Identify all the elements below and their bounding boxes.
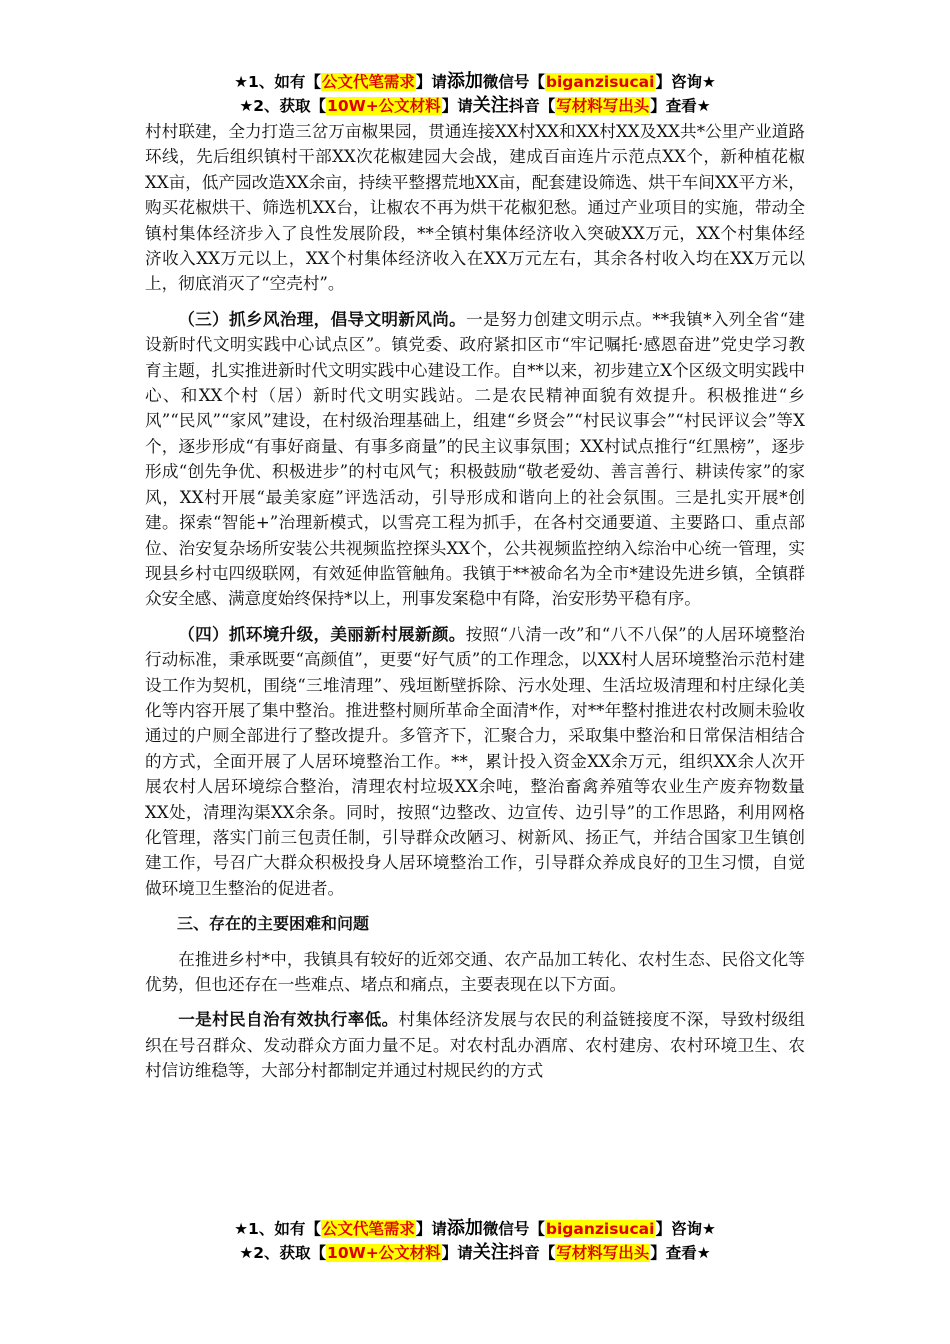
banner-highlight: 10W+公文材料 [327, 97, 441, 115]
banner-emphasis: 关注 [472, 95, 509, 116]
banner-text: ★2、获取【 [239, 1244, 327, 1262]
problem-heading: 一是村民自治有效执行率低。 [178, 1009, 399, 1030]
banner-line-1 [0, 1217, 950, 1241]
banner-line-2 [0, 1241, 950, 1265]
banner-text: 微信号【 [482, 1220, 545, 1238]
header-banner [0, 70, 950, 118]
wechat-id: biganzisucai [545, 1220, 655, 1238]
banner-text: 】请 [415, 1220, 447, 1238]
banner-text: 】查看★ [650, 1244, 711, 1262]
paragraph-intro-problems: 在推进乡村*中，我镇具有较好的近郊交通、农产品加工转化、农村生态、民俗文化等优势，但也还存在一些难点、堵点和痛点，主要表现在以下方面。 [145, 949, 805, 994]
subsection-heading: （四）抓环境升级，美丽新村展新颜。 [178, 623, 466, 644]
banner-text: 】请 [441, 1244, 473, 1262]
banner-emphasis: 添加 [446, 1218, 483, 1239]
banner-line-2 [0, 94, 950, 118]
banner-emphasis: 关注 [472, 1242, 509, 1263]
banner-line-1 [0, 70, 950, 94]
subsection-heading: （三）抓乡风治理，倡导文明新风尚。 [178, 308, 467, 329]
banner-text: 】请 [441, 97, 473, 115]
footer-banner [0, 1217, 950, 1265]
wechat-id: biganzisucai [545, 73, 655, 91]
section-title: 三、存在的主要困难和问题 [177, 914, 370, 934]
paragraph-problem-1 [145, 1007, 805, 1083]
banner-text: 抖音【 [508, 1244, 556, 1262]
paragraph-industry: 村村联建，全力打造三岔万亩椒果园，贯通连接XX村XX和XX村XX及XX共*公里产业道路环线，先后组织镇村干部XX次花椒建园大会战，建成百亩连片示范点XX个，新种植花椒XX亩，低产园改造XX余亩，持续平整撂荒地XX亩，配套建设筛选、烘干车间XX平方米，购买花椒烘干、筛选机XX台，让椒农不再为烘干花椒犯愁。通过产业项目的实施，带动全镇村集体经济步入了良性发展阶段，**全镇村集体经济收入突破XX万元，XX个村集体经济收入XX万元以上，XX个村集体经济收入在XX万元左右，其余各村收入均在XX万元以上，彻底消灭了“空壳村”。 [145, 122, 805, 294]
paragraph-environment [145, 622, 805, 901]
banner-emphasis: 添加 [446, 71, 483, 92]
document-body [145, 119, 805, 1094]
douyin-id: 写材料写出头 [556, 97, 650, 115]
banner-highlight: 公文代笔需求 [321, 1220, 415, 1238]
banner-text: 抖音【 [508, 97, 556, 115]
banner-text: 】咨询★ [655, 73, 716, 91]
paragraph-text: 一是努力创建文明示点。**我镇*入列全省“建设新时代文明实践中心试点区”。镇党委、政府紧扣区市“牢记嘱托·感恩奋进”党史学习教育主题，扎实推进新时代文明实践中心建设工作。自**以来，初步建立X个区级文明实践中心、和XX个村（居）新时代文明实践站。二是农民精神面貌有效提升。积极推进“乡风”“民风”“家风”建设，在村级治理基础上，组建“乡贤会”“村民议事会”“村民评议会”等X个，逐步形成“有事好商量、有事多商量”的民主议事氛围；XX村试点推行“红黑榜”，逐步形成“创先争优、积极进步”的村屯风气；积极鼓励“敬老爱幼、善言善行、耕读传家”的家风，XX村开展“最美家庭”评选活动，引导形成和谐向上的社会氛围。三是扎实开展*创建。探索“智能+”治理新模式，以雪亮工程为抓手，在各村交通要道、主要路口、重点部位、治安复杂场所安装公共视频监控探头XX个，公共视频监控纳入综治中心统一管理，实现县乡村屯四级联网，有效延伸监管触角。我镇于**被命名为全市*建设先进乡镇，全镇群众安全感、满意度始终保持*以上，刑事发案稳中有降，治安形势平稳有序。 [145, 309, 806, 609]
banner-highlight: 公文代笔需求 [321, 73, 415, 91]
banner-highlight: 10W+公文材料 [327, 1244, 441, 1262]
douyin-id: 写材料写出头 [556, 1244, 650, 1262]
banner-text: ★2、获取【 [239, 97, 327, 115]
paragraph-rural-civility [145, 307, 805, 612]
banner-text: 】咨询★ [655, 1220, 716, 1238]
paragraph-text: 按照“八清一改”和“八不八保”的人居环境整治行动标准，秉承既要“高颜值”，更要“好气质”的工作理念，以XX村人居环境整治示范村建设工作为契机，围绕“三堆清理”、残垣断壁拆除、污水处理、生活垃圾清理和村庄绿化美化等内容开展了集中整治。推进整村厕所革命全面清*作，对**年整村推进农村改厕未验收通过的户厕全部进行了整改提升。多管齐下，汇聚合力，采取集中整治和日常保洁相结合的方式，全面开展了人居环境整治工作。**，累计投入资金XX余万元，组织XX余人次开展农村人居环境综合整治，清理农村垃圾XX余吨，整治畜禽养殖等农业生产废弃物数量XX处，清理沟渠XX余条。同时，按照“边整改、边宣传、边引导”的工作思路，利用网格化管理，落实门前三包责任制，引导群众改陋习、树新风、扬正气，并结合国家卫生镇创建工作，号召广大群众积极投身人居环境整治工作，引导群众养成良好的卫生习惯，自觉做环境卫生整治的促进者。 [145, 624, 806, 898]
banner-text: 微信号【 [482, 73, 545, 91]
banner-text: 】请 [415, 73, 447, 91]
banner-text: 】查看★ [650, 97, 711, 115]
banner-text: ★1、如有【 [234, 73, 321, 91]
banner-text: ★1、如有【 [234, 1220, 321, 1238]
paragraph-text: 村集体经济发展与农民的利益链接度不深，导致村级组织在号召群众、发动群众方面力量不足。对农村乱办酒席、农村建房、农村环境卫生、农村信访维稳等，大部分村都制定并通过村规民约的方式 [145, 1010, 806, 1081]
